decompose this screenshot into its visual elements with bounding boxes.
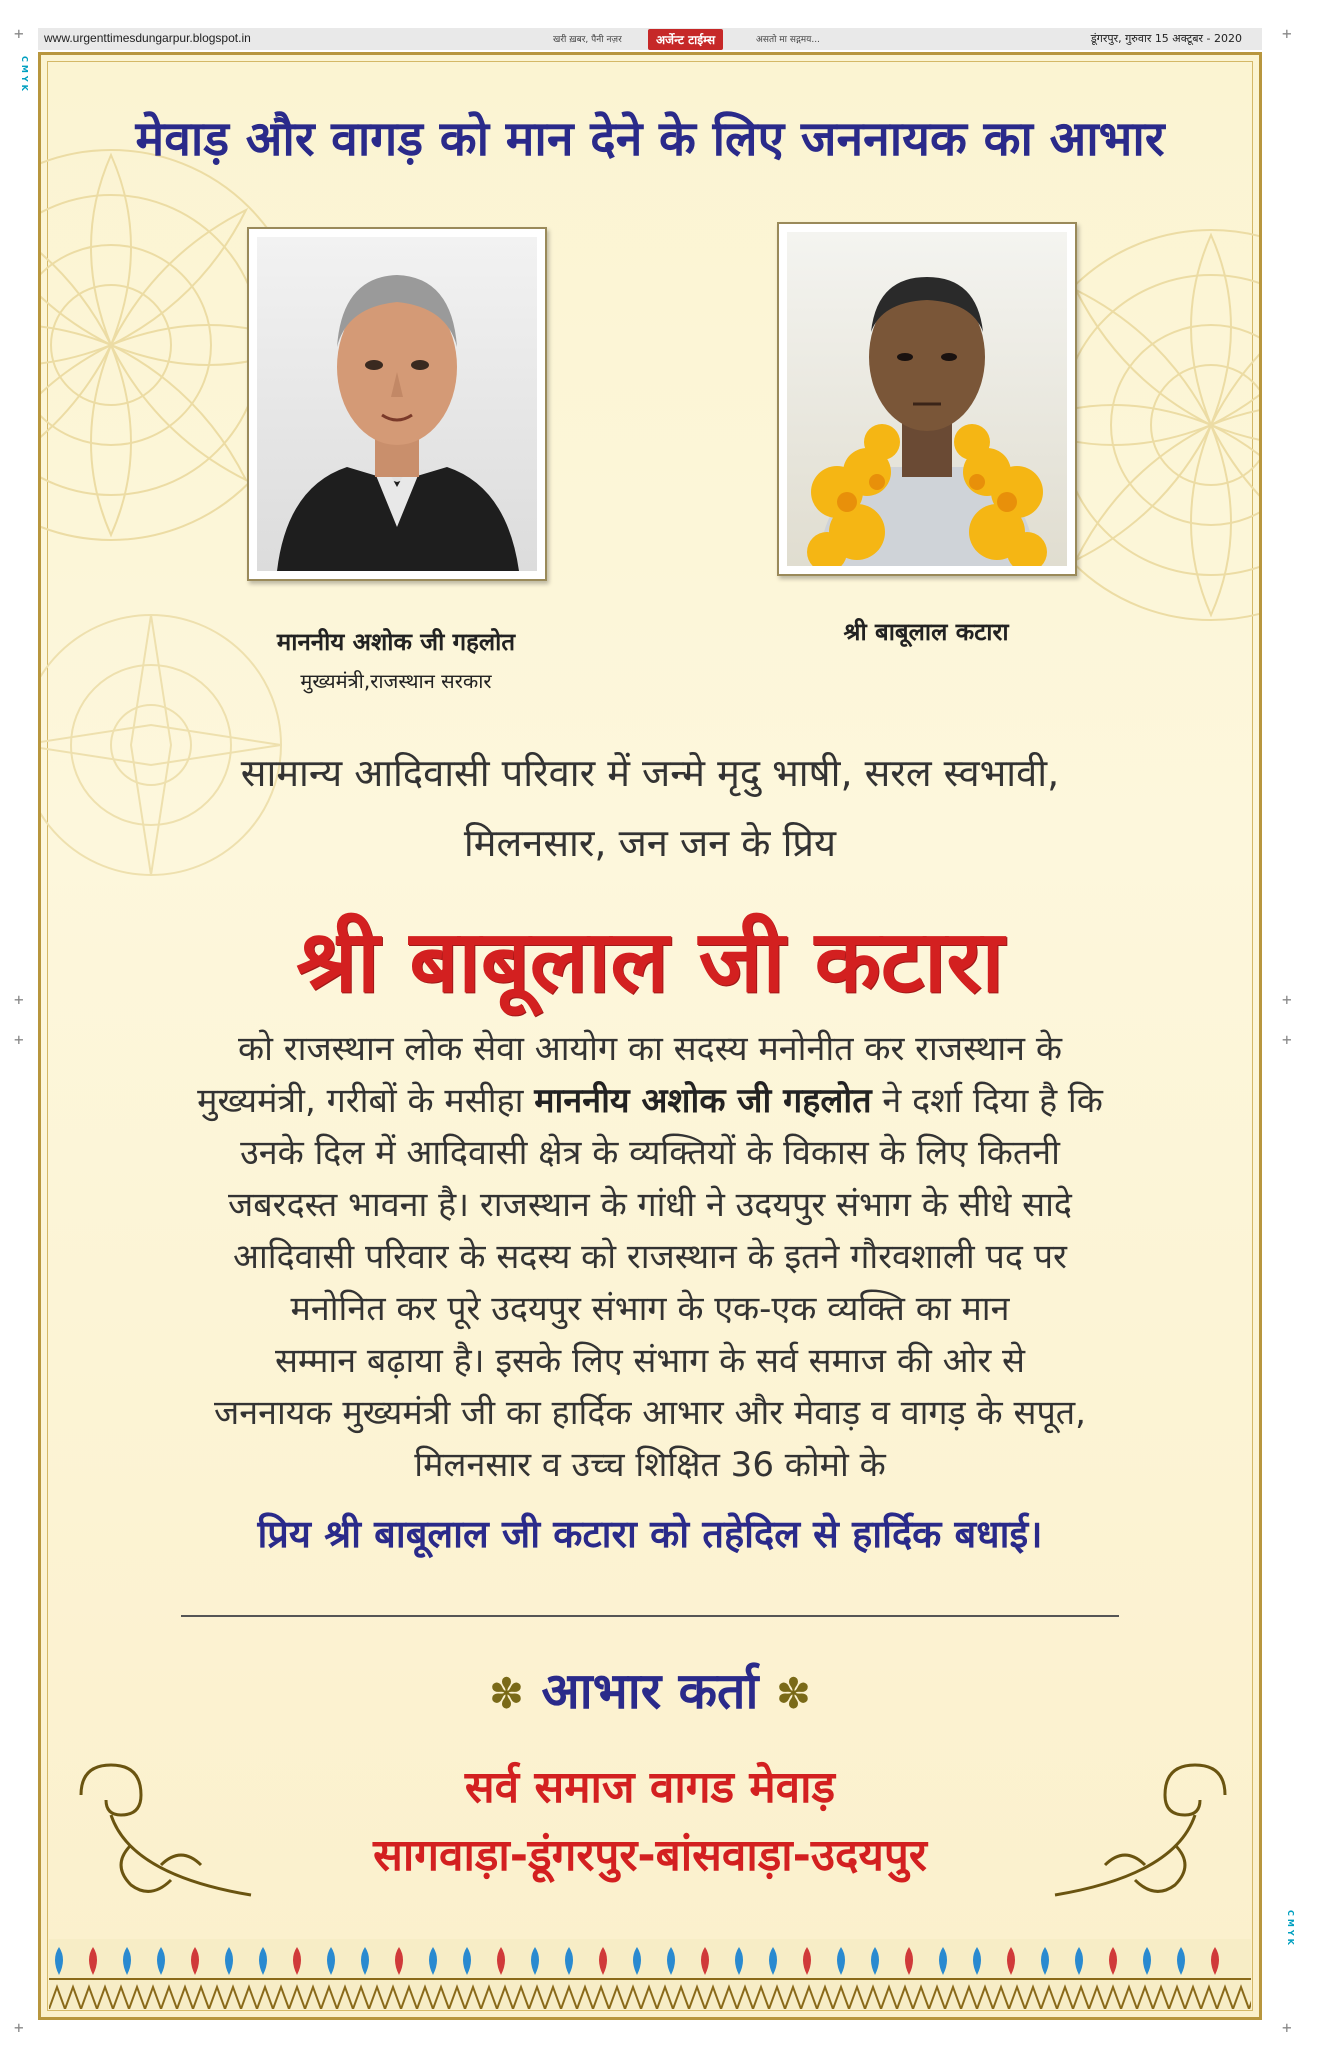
flower-icon: ✽ bbox=[488, 1669, 525, 1718]
body-line: को राजस्थान लोक सेवा आयोग का सदस्य मनोनीत कर राजस्थान के bbox=[238, 1029, 1062, 1069]
honoree-name: श्री बाबूलाल जी कटारा bbox=[296, 912, 1004, 1012]
ad-body-text bbox=[131, 1023, 1169, 1491]
thanks-label: आभार कर्ता bbox=[541, 1662, 759, 1720]
congratulations-line: प्रिय श्री बाबूलाल जी कटारा को तहेदिल से हार्दिक बधाई। bbox=[257, 1512, 1043, 1556]
thank-you-advertisement bbox=[38, 52, 1262, 2020]
gehlot-title-caption: मुख्यमंत्री,राजस्थान सरकार bbox=[300, 669, 492, 693]
portrait-babulal-katara bbox=[787, 232, 1067, 566]
thanks-heading bbox=[41, 1655, 1259, 1723]
newspaper-logo: अर्जेन्ट टाईम्स bbox=[648, 29, 723, 50]
registration-mark-icon: + bbox=[14, 2018, 24, 2037]
newspaper-header bbox=[38, 28, 1262, 50]
tagline-left: खरी ख़बर, पैनी नज़र bbox=[553, 35, 622, 45]
body-line bbox=[131, 1075, 1169, 1127]
body-line-text: ने दर्शा दिया है कि bbox=[871, 1081, 1103, 1121]
portrait-ashok-gehlot bbox=[257, 237, 537, 571]
divider-line bbox=[181, 1615, 1119, 1617]
organization-name: सर्व समाज वागड मेवाड़ bbox=[464, 1762, 836, 1813]
organization-locations: सागवाड़ा-डूंगरपुर-बांसवाड़ा-उदयपुर bbox=[373, 1830, 927, 1881]
cmyk-color-bar: CMYK bbox=[1286, 1910, 1295, 1948]
registration-mark-icon: + bbox=[14, 990, 24, 1009]
body-line: मनोनित कर पूरे उदयपुर संभाग के एक-एक व्यक्ति का मान bbox=[290, 1289, 1010, 1329]
decorative-bottom-border bbox=[49, 1939, 1251, 2009]
body-line-text: मुख्यमंत्री, गरीबों के मसीहा bbox=[197, 1081, 535, 1121]
registration-mark-icon: + bbox=[1282, 1030, 1292, 1049]
registration-mark-icon: + bbox=[1282, 2018, 1292, 2037]
website-url[interactable]: www.urgenttimesdungarpur.blogspot.in bbox=[44, 31, 251, 45]
registration-mark-icon: + bbox=[1282, 990, 1292, 1009]
registration-mark-icon: + bbox=[14, 24, 24, 43]
body-line: उनके दिल में आदिवासी क्षेत्र के व्यक्तियों के विकास के लिए कितनी bbox=[240, 1133, 1060, 1173]
gehlot-name-caption: माननीय अशोक जी गहलोत bbox=[276, 628, 516, 656]
registration-mark-icon: + bbox=[14, 1030, 24, 1049]
photo-frame-katara bbox=[777, 222, 1077, 576]
body-line-highlight: माननीय अशोक जी गहलोत bbox=[534, 1081, 872, 1121]
photo-frame-gehlot bbox=[247, 227, 547, 581]
body-line: जबरदस्त भावना है। राजस्थान के गांधी ने उदयपुर संभाग के सीधे सादे bbox=[228, 1185, 1072, 1225]
flower-icon: ✽ bbox=[775, 1669, 812, 1718]
body-line: मिलनसार व उच्च शिक्षित 36 कोमो के bbox=[414, 1445, 886, 1485]
body-line: सम्मान बढ़ाया है। इसके लिए संभाग के सर्व समाज की ओर से bbox=[274, 1341, 1026, 1381]
flourish-left-icon bbox=[71, 1755, 271, 1915]
intro-line-2: मिलनसार, जन जन के प्रिय bbox=[463, 821, 837, 865]
cmyk-color-bar: CMYK bbox=[20, 56, 29, 94]
registration-mark-icon: + bbox=[1282, 24, 1292, 43]
flourish-right-icon bbox=[1035, 1755, 1235, 1915]
body-line: आदिवासी परिवार के सदस्य को राजस्थान के इतने गौरवशाली पद पर bbox=[233, 1237, 1067, 1277]
ad-headline: मेवाड़ और वागड़ को मान देने के लिए जननायक का आभार bbox=[135, 111, 1165, 167]
issue-date: डूंगरपुर, गुरुवार 15 अक्टूबर - 2020 bbox=[1090, 32, 1242, 45]
katara-name-caption: श्री बाबूलाल कटारा bbox=[843, 618, 1009, 646]
tagline-right: असतो मा सद्गमय... bbox=[756, 35, 820, 45]
intro-line-1: सामान्य आदिवासी परिवार में जन्मे मृदु भाषी, सरल स्वभावी, bbox=[240, 751, 1060, 795]
body-line: जननायक मुख्यमंत्री जी का हार्दिक आभार और मेवाड़ व वागड़ के सपूत, bbox=[214, 1393, 1086, 1433]
